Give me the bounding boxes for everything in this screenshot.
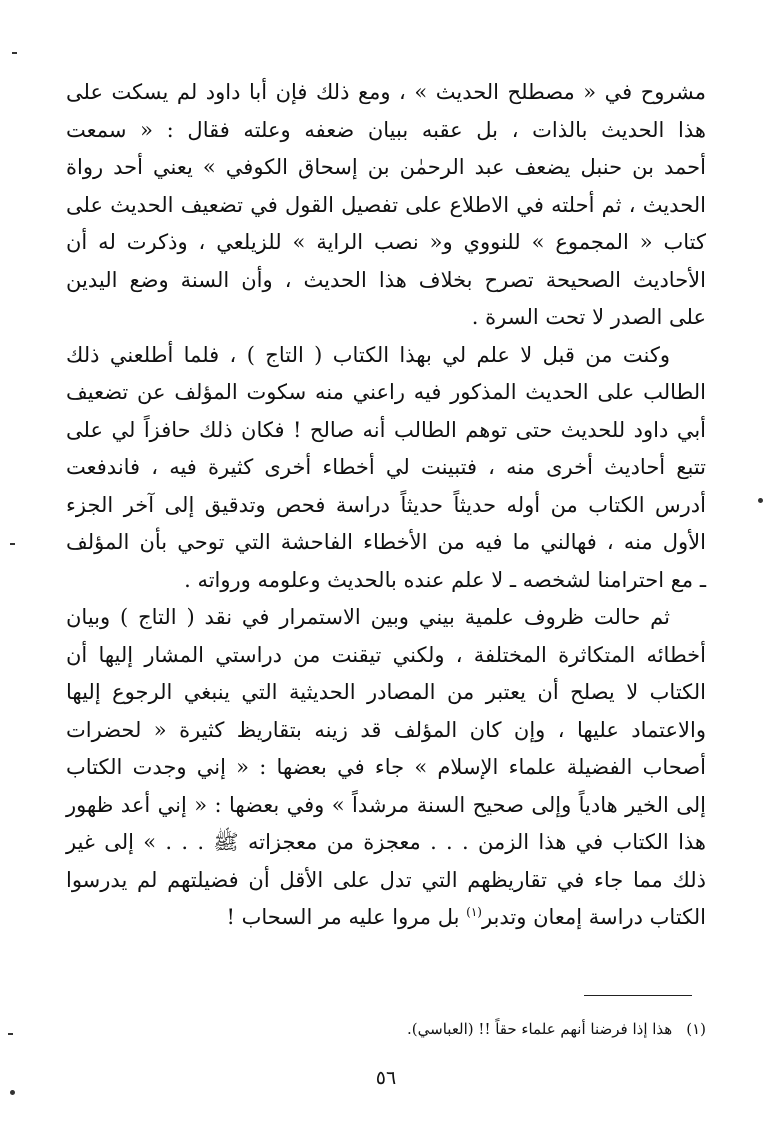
text-line — [66, 899, 706, 937]
text-line: إلى الخير هادياً وإلى صحيح السنة مرشداً » وفي بعضها : « إني أعد ظهور — [66, 792, 706, 817]
footnote-text: هذا إذا فرضنا أنهم علماء حقاً !! (العباسي). — [407, 1020, 673, 1038]
text-line: أحمد بن حنبل يضعف عبد الرحمٰن بن إسحاق الكوفي » يعني أحد رواة — [66, 155, 706, 179]
footnote-divider — [584, 995, 692, 996]
text-line: أصحاب الفضيلة علماء الإسلام » جاء في بعضها : « إني وجدت الكتاب — [66, 755, 706, 779]
text-line: هذا الكتاب في هذا الزمن . . . معجزة من معجزاته ﷺ . . . » إلى غير — [66, 830, 706, 854]
text-line: كتاب « المجموع » للنووي و« نصب الراية » للزيلعي ، وذكرت له أن — [66, 230, 706, 254]
footnote — [66, 1017, 706, 1041]
paragraph-1 — [66, 74, 706, 337]
footnote-number: (١) — [686, 1020, 706, 1038]
text-line: الأول منه ، فهالني ما فيه من الأخطاء الفاحشة التي توحي بأن المؤلف — [66, 530, 706, 554]
text-line: هذا الحديث بالذات ، بل عقبه ببيان ضعفه وعلته فقال : « سمعت — [66, 117, 706, 142]
paragraph-3 — [66, 599, 706, 937]
text-line: على الصدر لا تحت السرة . — [471, 305, 706, 329]
text-line: ذلك مما جاء في تقاريظهم التي تدل على الأقل أن فضيلتهم لم يدرسوا — [66, 867, 706, 892]
text-line: الأحاديث الصحيحة تصرح بخلاف هذا الحديث ، وأن السنة وضع اليدين — [66, 267, 706, 292]
text-line: أدرس الكتاب من أوله حديثاً حديثاً دراسة فحص وتدقيق إلى آخر الجزء — [66, 492, 706, 517]
page-number: ٥٦ — [375, 1067, 397, 1089]
text-line: ثم حالت ظروف علمية بيني وبين الاستمرار في نقد ( التاج ) وبيان — [66, 605, 670, 629]
text-line: أبي داود للحديث حتى توهم الطالب أنه صالح ! فكان ذلك حافزاً لي على — [66, 417, 706, 442]
text-line: ـ مع احترامنا لشخصه ـ لا علم عنده بالحديث وعلومه ورواته . — [184, 567, 706, 592]
footnote-reference[interactable]: (١) — [466, 905, 482, 919]
margin-mark — [12, 52, 17, 54]
text-line: الطالب على الحديث المذكور فيه راعني منه سكوت المؤلف عن تضعيف — [66, 380, 706, 404]
text-line: تتبع أحاديث أخرى منه ، فتبينت لي أخطاء أخرى كثيرة فيه ، فاندفعت — [66, 455, 706, 479]
text-line: الحديث ، ثم أحلته في الاطلاع على تفصيل القول في تضعيف الحديث على — [66, 192, 706, 217]
text-line: الكتاب لا يصلح أن يعتبر من المصادر الحديثية التي ينبغي الرجوع إليها — [66, 680, 706, 704]
margin-dot — [758, 498, 763, 503]
text-line: أخطائه المتكاثرة المختلفة ، ولكني تيقنت من دراستي المشار إليها أن — [66, 642, 706, 667]
text-line: والاعتماد عليها ، وإن كان المؤلف قد زينه بتقاريظ كثيرة « لحضرات — [66, 717, 706, 742]
margin-mark — [10, 543, 15, 545]
text-line: مشروح في « مصطلح الحديث » ، ومع ذلك فإن أبا داود لم يسكت على — [66, 80, 706, 104]
body-text — [66, 74, 706, 937]
text-segment: بل مروا عليه مر السحاب ! — [226, 905, 467, 929]
paragraph-2 — [66, 337, 706, 600]
text-segment: الكتاب دراسة إمعان وتدبر — [481, 905, 706, 929]
text-line: وكنت من قبل لا علم لي بهذا الكتاب ( التاج ) ، فلما أطلعني ذلك — [66, 342, 670, 367]
margin-mark — [8, 1033, 13, 1035]
